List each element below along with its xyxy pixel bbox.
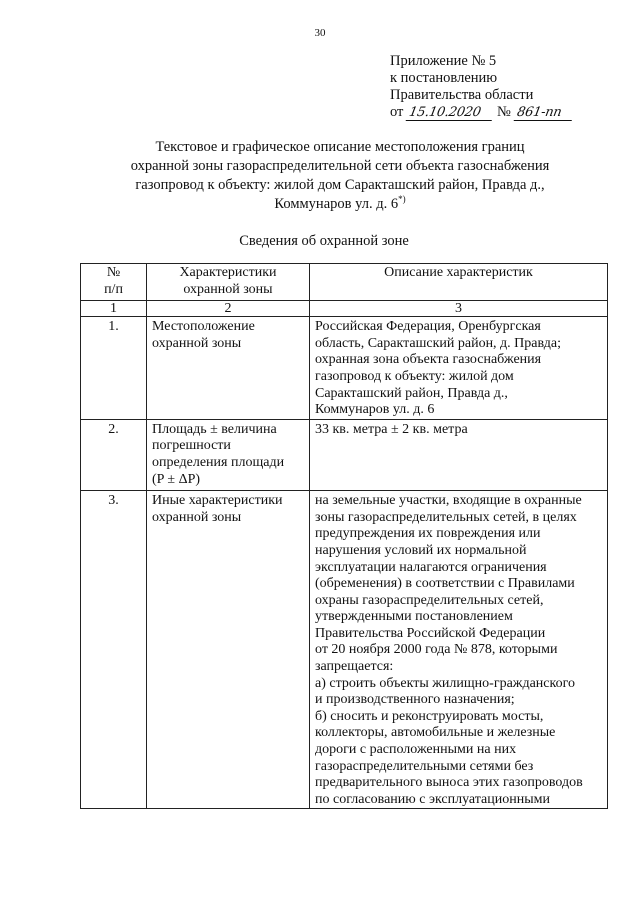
document-title — [70, 138, 610, 214]
header-number: № п/п — [81, 264, 147, 301]
title-line-4-text: Коммунаров ул. д. 6 — [274, 196, 399, 212]
column-number: 3 — [310, 301, 608, 317]
appendix-line-1: Приложение № 5 — [390, 53, 497, 69]
row-number: 3. — [81, 491, 147, 809]
column-number: 1 — [81, 301, 147, 317]
row-number: 1. — [81, 317, 147, 420]
page-number: 30 — [314, 27, 326, 39]
handwritten-date: 15.10.2020 — [406, 106, 495, 121]
appendix-date-line — [390, 104, 573, 121]
title-line-1: Текстовое и графическое описание местоположения границ — [155, 139, 525, 155]
footnote-mark: *) — [398, 194, 406, 205]
appendix-block — [390, 53, 573, 121]
section-subtitle: Сведения об охранной зоне — [239, 233, 409, 249]
appendix-line-2: к постановлению — [390, 70, 498, 86]
table-row — [81, 317, 608, 420]
row-description: 33 кв. метра ± 2 кв. метра — [310, 419, 608, 490]
table-header-row — [81, 264, 608, 301]
zone-info-table — [80, 263, 608, 809]
column-number: 2 — [147, 301, 310, 317]
from-label: от — [390, 104, 404, 120]
title-line-2: охранной зоны газораспределительной сети объекта газоснабжения — [130, 158, 550, 174]
table-row — [81, 419, 608, 490]
row-description: на земельные участки, входящие в охранные зоны газораспределительных сетей, в целях предупреждения их повреждения или нарушения условий их нормальной эксплуатации налагаются ограничения (обременения) в соответствии с Правилами охраны газораспределительных сетей, утвержденными постановлением Правительства Российской Федерации от 20 ноября 2000 года № 878, которыми запрещается: а) строить объекты жилищно-гражданского и производственного назначения; б) сносить и реконструировать мосты, коллекторы, автомобильные и железные дороги с расположенными на них газораспределительными сетями без предварительного выноса этих газопроводов по согласованию с эксплуатационными — [310, 491, 608, 809]
row-characteristic: Местоположение охранной зоны — [147, 317, 310, 420]
appendix-line-3: Правительства области — [390, 87, 534, 103]
number-label: № — [497, 104, 511, 120]
row-characteristic: Площадь ± величина погрешности определения площади (P ± ΔP) — [147, 419, 310, 490]
handwritten-number: 861-пп — [514, 106, 575, 121]
title-line-3: газопровод к объекту: жилой дом Саракташский район, Правда д., — [135, 177, 545, 193]
header-description: Описание характеристик — [310, 264, 608, 301]
column-number-row — [81, 301, 608, 317]
row-number: 2. — [81, 419, 147, 490]
table-row — [81, 491, 608, 809]
header-characteristics: Характеристики охранной зоны — [147, 264, 310, 301]
row-characteristic: Иные характеристики охранной зоны — [147, 491, 310, 809]
row-description: Российская Федерация, Оренбургская область, Саракташский район, д. Правда; охранная зона объекта газоснабжения газопровод к объекту: жилой дом Саракташский район, Правда д., Коммунаров ул. д. 6 — [310, 317, 608, 420]
title-line-4 — [70, 195, 610, 214]
